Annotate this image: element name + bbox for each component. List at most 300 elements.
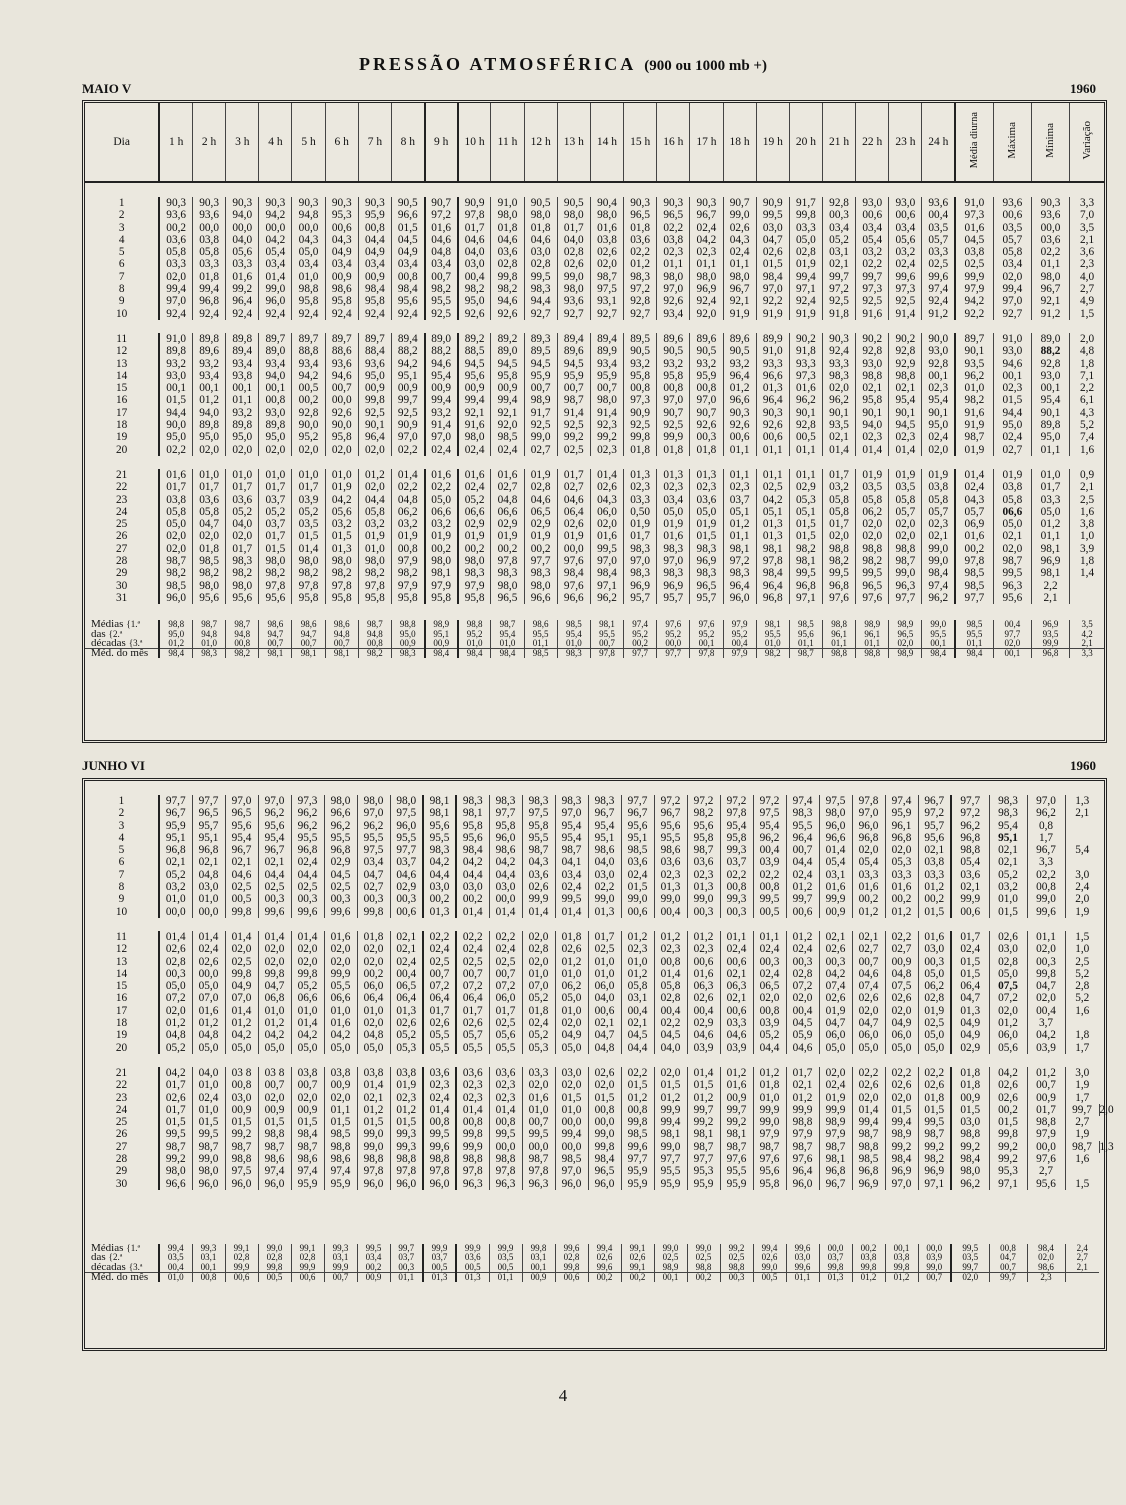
value-cell: 97,3	[856, 283, 889, 295]
value-cell: 92,4	[193, 308, 226, 320]
value-cell: 02,4	[390, 956, 423, 968]
value-cell: 01,3	[951, 1005, 989, 1017]
value-cell: 99,2	[557, 431, 590, 443]
value-cell: 97,2	[723, 555, 756, 567]
value-cell: 95,3	[687, 1165, 720, 1177]
value-cell: 01,2	[1027, 1067, 1065, 1079]
mean-value-cell: 98,8	[391, 620, 424, 629]
value-cell: 07,2	[489, 980, 522, 992]
value-cell: 97,1	[989, 1178, 1027, 1190]
value-cell: 92,8	[1031, 358, 1069, 370]
value-cell: 04,7	[951, 992, 989, 1004]
value-cell: 89,5	[624, 333, 657, 345]
value-cell: 00,3	[1027, 956, 1065, 968]
mean-value-cell: 00,8	[226, 639, 259, 649]
value-cell: 91,9	[723, 308, 756, 320]
value-cell: 01,0	[955, 382, 993, 394]
value-cell: 00,0	[557, 543, 590, 555]
value-cell: 1,9	[1065, 906, 1099, 918]
value-cell: 02,0	[325, 444, 358, 456]
value-cell: 95,5	[390, 832, 423, 844]
value-cell: 02,3	[690, 481, 723, 493]
value-cell: 02,2	[753, 869, 786, 881]
value-cell: 97,0	[555, 1165, 588, 1177]
value-cell: 05,0	[357, 1042, 390, 1054]
value-cell: 93,6	[193, 209, 226, 221]
value-cell: 01,5	[192, 1116, 225, 1128]
value-cell: 04,2	[819, 968, 852, 980]
value-cell: 01,0	[258, 1005, 291, 1017]
value-cell: 90,1	[1031, 407, 1069, 419]
value-cell: 91,9	[756, 308, 789, 320]
value-cell: 04,4	[621, 1042, 654, 1054]
value-cell: 00,9	[291, 1104, 324, 1116]
value-cell: 01,6	[590, 530, 623, 542]
value-cell: 01,0	[588, 956, 621, 968]
day-cell: 3	[118, 221, 125, 234]
value-cell: 06,0	[357, 980, 390, 992]
value-cell: 01,1	[1031, 258, 1069, 270]
mean-value-cell: 00,9	[522, 1272, 555, 1282]
value-cell: 97,7	[889, 592, 922, 604]
mean-value-cell: 00,7	[590, 639, 623, 649]
value-cell: 01,0	[522, 1104, 555, 1116]
mean-value-cell: 99,0	[654, 1244, 687, 1253]
value-cell: 00,8	[654, 956, 687, 968]
value-cell: 94,5	[524, 358, 557, 370]
value-cell: 92,7	[624, 308, 657, 320]
value-cell: 95,5	[357, 832, 390, 844]
value-cell: 03,8	[357, 1067, 390, 1079]
value-cell: 96,6	[324, 807, 357, 819]
value-cell: 00,9	[358, 271, 391, 283]
value-cell: 93,0	[922, 345, 955, 357]
value-cell: 00,7	[291, 1079, 324, 1091]
value-cell: 94,0	[193, 407, 226, 419]
value-cell: 90,0	[325, 419, 358, 431]
value-cell: 02,3	[621, 943, 654, 955]
value-cell: 90,9	[458, 197, 491, 209]
value-cell: 03,4	[889, 222, 922, 234]
value-cell: 00,8	[720, 881, 753, 893]
value-cell: 96,6	[723, 394, 756, 406]
value-cell: 01,1	[226, 394, 259, 406]
value-cell: 02,5	[588, 943, 621, 955]
value-cell: 06,5	[753, 980, 786, 992]
value-cell: 98,4	[391, 283, 424, 295]
value-cell: 92,4	[358, 308, 391, 320]
value-cell: 01,8	[524, 222, 557, 234]
column-header: 16 h	[657, 103, 690, 182]
value-cell: 02,5	[918, 1017, 951, 1029]
value-cell: 03,7	[720, 856, 753, 868]
value-cell: 2,8	[1065, 980, 1099, 992]
value-cell: 2,7	[1065, 1116, 1099, 1128]
value-cell: 04,2	[325, 494, 358, 506]
value-cell: 98,7	[955, 431, 993, 443]
value-cell: 97,8	[423, 1165, 456, 1177]
value-cell: 00,3	[690, 431, 723, 443]
value-cell: 01,2	[192, 1017, 225, 1029]
value-cell: 92,1	[1031, 295, 1069, 307]
month-mean-row	[85, 649, 1104, 659]
value-cell: 98,3	[657, 543, 690, 555]
mean-value-cell: 00,5	[423, 1263, 456, 1273]
may-table-box	[82, 100, 1107, 743]
value-cell: 98,9	[885, 1128, 918, 1140]
mean-value-cell: 98,9	[425, 620, 458, 629]
value-cell: 05,0	[819, 1042, 852, 1054]
value-cell: 99,0	[588, 893, 621, 905]
value-cell: 02,0	[159, 1005, 192, 1017]
value-cell: 97,0	[258, 795, 291, 807]
mean-value-cell: 94,8	[325, 630, 358, 639]
value-cell: 03,4	[357, 856, 390, 868]
value-cell: 95,1	[588, 832, 621, 844]
value-cell: 02,0	[819, 1067, 852, 1079]
value-cell: 97,2	[425, 209, 458, 221]
value-cell: 05,7	[889, 506, 922, 518]
value-cell: 99,6	[423, 1141, 456, 1153]
value-cell: 98,7	[1065, 1141, 1099, 1153]
value-cell: 95,6	[259, 592, 292, 604]
value-cell: 01,5	[789, 518, 822, 530]
table-row	[85, 407, 1104, 419]
value-cell: 94,0	[259, 370, 292, 382]
value-cell: 97,0	[391, 431, 424, 443]
value-cell: 98,7	[522, 844, 555, 856]
value-cell: 97,0	[555, 807, 588, 819]
value-cell: 97,9	[786, 1128, 819, 1140]
value-cell: 89,3	[524, 333, 557, 345]
mean-value-cell: 95,4	[491, 630, 524, 639]
value-cell: 07,0	[192, 992, 225, 1004]
value-cell: 03,4	[657, 494, 690, 506]
value-cell: 01,2	[786, 1092, 819, 1104]
value-cell: 05,0	[993, 518, 1031, 530]
value-cell: 95,8	[425, 592, 458, 604]
value-cell: 96,2	[955, 370, 993, 382]
value-cell: 02,4	[922, 431, 955, 443]
value-cell: 99,5	[789, 567, 822, 579]
value-cell: 01,0	[621, 956, 654, 968]
mean-value-cell: 03,8	[885, 1253, 918, 1262]
value-cell: 96,1	[885, 820, 918, 832]
value-cell: 01,8	[491, 222, 524, 234]
mean-value-cell: 04,7	[989, 1253, 1027, 1262]
value-cell: 1,6	[1070, 444, 1104, 456]
value-cell: 04,2	[423, 856, 456, 868]
value-cell: 03,9	[1027, 1042, 1065, 1054]
value-cell: 90,2	[789, 333, 822, 345]
table-row	[85, 1104, 1104, 1116]
value-cell: 89,7	[358, 333, 391, 345]
value-cell: 95,2	[292, 431, 325, 443]
value-cell: 02,2	[885, 931, 918, 943]
value-cell: 00,7	[489, 968, 522, 980]
value-cell: 01,3	[687, 881, 720, 893]
value-cell: 90,3	[657, 197, 690, 209]
value-cell: 88,2	[1031, 345, 1069, 357]
value-cell: 03,8	[922, 481, 955, 493]
value-cell: 05,8	[159, 506, 192, 518]
value-cell: 98,3	[226, 555, 259, 567]
value-cell: 02,0	[226, 444, 259, 456]
value-cell: 00,0	[259, 222, 292, 234]
value-cell: 95,8	[358, 592, 391, 604]
value-cell: 02,1	[720, 992, 753, 1004]
value-cell: 99,2	[989, 1153, 1027, 1165]
value-cell: 96,5	[491, 592, 524, 604]
column-header: 11 h	[491, 103, 524, 182]
column-header: 6 h	[325, 103, 358, 182]
value-cell: 02,4	[192, 943, 225, 955]
value-cell: 98,8	[889, 543, 922, 555]
value-cell: 00,2	[292, 394, 325, 406]
table-row	[85, 209, 1104, 221]
value-cell: 05,0	[918, 968, 951, 980]
value-cell: 02,6	[723, 222, 756, 234]
value-cell: 98,7	[852, 1128, 885, 1140]
value-cell: 01,4	[590, 469, 623, 481]
value-cell: 02,1	[822, 258, 855, 270]
value-cell: 02,6	[885, 992, 918, 1004]
value-cell: 02,2	[391, 481, 424, 493]
mean-value-cell: 97,6	[657, 620, 690, 629]
mean-value-cell: 98,4	[1027, 1244, 1065, 1253]
value-cell: 02,9	[458, 518, 491, 530]
value-cell: 03,4	[391, 258, 424, 270]
value-cell: 02,0	[654, 1067, 687, 1079]
value-cell: 05,7	[955, 506, 993, 518]
mean-value-cell: 99,3	[192, 1244, 225, 1253]
table-row	[85, 844, 1104, 856]
value-cell: 01,3	[624, 469, 657, 481]
table-row	[85, 1165, 1104, 1177]
value-cell: 01,0	[555, 1104, 588, 1116]
value-cell: 99,6	[324, 906, 357, 918]
value-cell: 00,0	[192, 968, 225, 980]
day-cell: 21	[116, 468, 128, 481]
value-cell: 03,8	[993, 481, 1031, 493]
value-cell: 98,2	[955, 394, 993, 406]
value-cell: 01,8	[357, 931, 390, 943]
mean-value-cell: 99,6	[786, 1263, 819, 1273]
day-cell: 30	[116, 579, 128, 592]
value-cell: 97,6	[856, 592, 889, 604]
column-header: 18 h	[723, 103, 756, 182]
value-cell: 7,4	[1070, 431, 1104, 443]
value-cell: 02,3	[489, 1092, 522, 1104]
table-row	[85, 1153, 1104, 1165]
value-cell: 92,8	[856, 345, 889, 357]
value-cell: 02,1	[390, 943, 423, 955]
value-cell: 3,3	[1027, 856, 1065, 868]
value-cell: 03,4	[325, 258, 358, 270]
value-cell: 98,4	[291, 1128, 324, 1140]
table-row	[85, 1042, 1104, 1054]
value-cell: 03,8	[159, 494, 192, 506]
value-cell: 03,5	[856, 481, 889, 493]
value-cell: 02,4	[993, 431, 1031, 443]
value-cell: 95,7	[624, 592, 657, 604]
value-cell: 01,7	[159, 1079, 192, 1091]
value-cell: 01,0	[325, 469, 358, 481]
column-header: Dia	[85, 103, 159, 182]
value-cell: 98,2	[226, 567, 259, 579]
value-cell: 99,2	[951, 1141, 989, 1153]
value-cell: 92,5	[524, 419, 557, 431]
value-cell: 92,5	[889, 295, 922, 307]
value-cell: 02,4	[819, 1079, 852, 1091]
value-cell: 99,2	[687, 1116, 720, 1128]
value-cell: 02,6	[590, 481, 623, 493]
value-cell: 05,2	[522, 992, 555, 1004]
value-cell: 92,2	[756, 295, 789, 307]
mean-value-cell: 98,9	[856, 620, 889, 629]
value-cell: 92,1	[491, 407, 524, 419]
value-cell: 03,2	[989, 881, 1027, 893]
mean-value-cell: 99,9	[489, 1244, 522, 1253]
value-cell: 97,9	[819, 1128, 852, 1140]
value-cell: 98,6	[324, 1153, 357, 1165]
day-cell: 22	[115, 1079, 128, 1092]
value-cell: 90,5	[557, 197, 590, 209]
value-cell: 00,6	[325, 222, 358, 234]
mean-value-cell: 03,0	[786, 1253, 819, 1262]
value-cell: 98,0	[557, 209, 590, 221]
value-cell: 96,9	[1031, 555, 1069, 567]
value-cell: 00,3	[159, 968, 192, 980]
value-cell: 97,0	[657, 283, 690, 295]
value-cell: 92,5	[557, 419, 590, 431]
value-cell: 04,4	[258, 869, 291, 881]
value-cell: 04,3	[723, 234, 756, 246]
value-cell: 89,4	[226, 345, 259, 357]
value-cell: 99,6	[291, 906, 324, 918]
value-cell: 97,8	[358, 580, 391, 592]
value-cell: 98,5	[621, 844, 654, 856]
value-cell: 98,2	[458, 283, 491, 295]
value-cell: 06,6	[993, 506, 1031, 518]
mean-value-cell: 95,1	[425, 630, 458, 639]
day-cell: 27	[116, 542, 128, 555]
value-cell: 89,6	[193, 345, 226, 357]
value-cell: 96,6	[159, 1178, 192, 1190]
mean-value-cell: 00,4	[993, 620, 1031, 629]
value-cell: 98,4	[756, 271, 789, 283]
value-cell: 92,6	[325, 407, 358, 419]
mean-value-cell: 98,4	[491, 649, 524, 659]
value-cell: 03,4	[993, 258, 1031, 270]
value-cell: 97,8	[259, 580, 292, 592]
mean-value-cell: 95,5	[955, 630, 993, 639]
value-cell: 04,4	[291, 869, 324, 881]
value-cell: 00,9	[325, 271, 358, 283]
value-cell: 97,8	[489, 1165, 522, 1177]
mean-value-cell: 00,5	[456, 1263, 489, 1273]
column-header: 20 h	[789, 103, 822, 182]
mean-value-cell: 00,6	[291, 1272, 324, 1282]
value-cell: 02,6	[989, 1079, 1027, 1091]
mean-value-cell: 02,0	[889, 639, 922, 649]
value-cell: 90,3	[159, 197, 192, 209]
value-cell: 00,2	[458, 543, 491, 555]
value-cell: 03,2	[889, 246, 922, 258]
value-cell: 05,8	[922, 494, 955, 506]
mean-value-cell: 99,8	[258, 1263, 291, 1273]
table-row	[85, 893, 1104, 905]
value-cell: 05,0	[258, 1042, 291, 1054]
mean-value-cell: 00,7	[292, 639, 325, 649]
value-cell: 05,6	[889, 234, 922, 246]
value-cell: 92,0	[491, 419, 524, 431]
value-cell: 97,5	[819, 795, 852, 807]
value-cell: 06,6	[425, 506, 458, 518]
value-cell: 01,1	[723, 469, 756, 481]
mean-value-cell: 98,8	[458, 620, 491, 629]
mean-value-cell: 00,8	[989, 1244, 1027, 1253]
value-cell: 89,0	[259, 345, 292, 357]
value-cell: 06,8	[258, 992, 291, 1004]
value-cell: 03,3	[922, 246, 955, 258]
value-cell: 01,5	[621, 1079, 654, 1091]
mean-value-cell: 01,0	[491, 639, 524, 649]
value-cell: 98,7	[557, 394, 590, 406]
value-cell: 95,8	[325, 295, 358, 307]
value-cell: 00,6	[756, 431, 789, 443]
value-cell: 02,0	[885, 844, 918, 856]
value-cell: 1,3	[1099, 1140, 1114, 1153]
value-cell: 03,0	[456, 881, 489, 893]
value-cell: 96,2	[753, 832, 786, 844]
mean-value-cell: 00,7	[324, 1272, 357, 1282]
value-cell: 02,2	[159, 444, 192, 456]
value-cell: 98,5	[955, 567, 993, 579]
value-cell: 01,5	[951, 1104, 989, 1116]
mean-value-cell	[1065, 1272, 1099, 1282]
value-cell: 1,9	[1065, 1128, 1099, 1140]
value-cell: 02,4	[192, 1092, 225, 1104]
value-cell: 01,5	[259, 543, 292, 555]
value-cell: 96,4	[756, 394, 789, 406]
value-cell: 95,8	[720, 832, 753, 844]
value-cell: 00,7	[325, 382, 358, 394]
mean-value-cell: 93,5	[1031, 630, 1069, 639]
value-cell: 90,9	[391, 419, 424, 431]
value-cell: 02,6	[390, 1017, 423, 1029]
value-cell: 01,3	[423, 906, 456, 918]
value-cell: 02,4	[425, 444, 458, 456]
value-cell: 98,3	[524, 283, 557, 295]
value-cell: 97,9	[1027, 1128, 1065, 1140]
value-cell: 06,5	[524, 506, 557, 518]
value-cell: 99,5	[753, 893, 786, 905]
value-cell: 92,8	[789, 419, 822, 431]
value-cell: 94,4	[524, 295, 557, 307]
value-cell: 97,6	[720, 1153, 753, 1165]
table-row	[85, 469, 1104, 481]
value-cell: 90,7	[657, 407, 690, 419]
value-cell: 02,0	[358, 481, 391, 493]
value-cell: 93,8	[226, 370, 259, 382]
value-cell: 02,3	[690, 246, 723, 258]
mean-value-cell: 99,6	[555, 1244, 588, 1253]
value-cell: 01,7	[423, 1005, 456, 1017]
mean-value-cell: 98,1	[325, 649, 358, 659]
value-cell: 05,8	[993, 246, 1031, 258]
value-cell: 91,0	[756, 345, 789, 357]
